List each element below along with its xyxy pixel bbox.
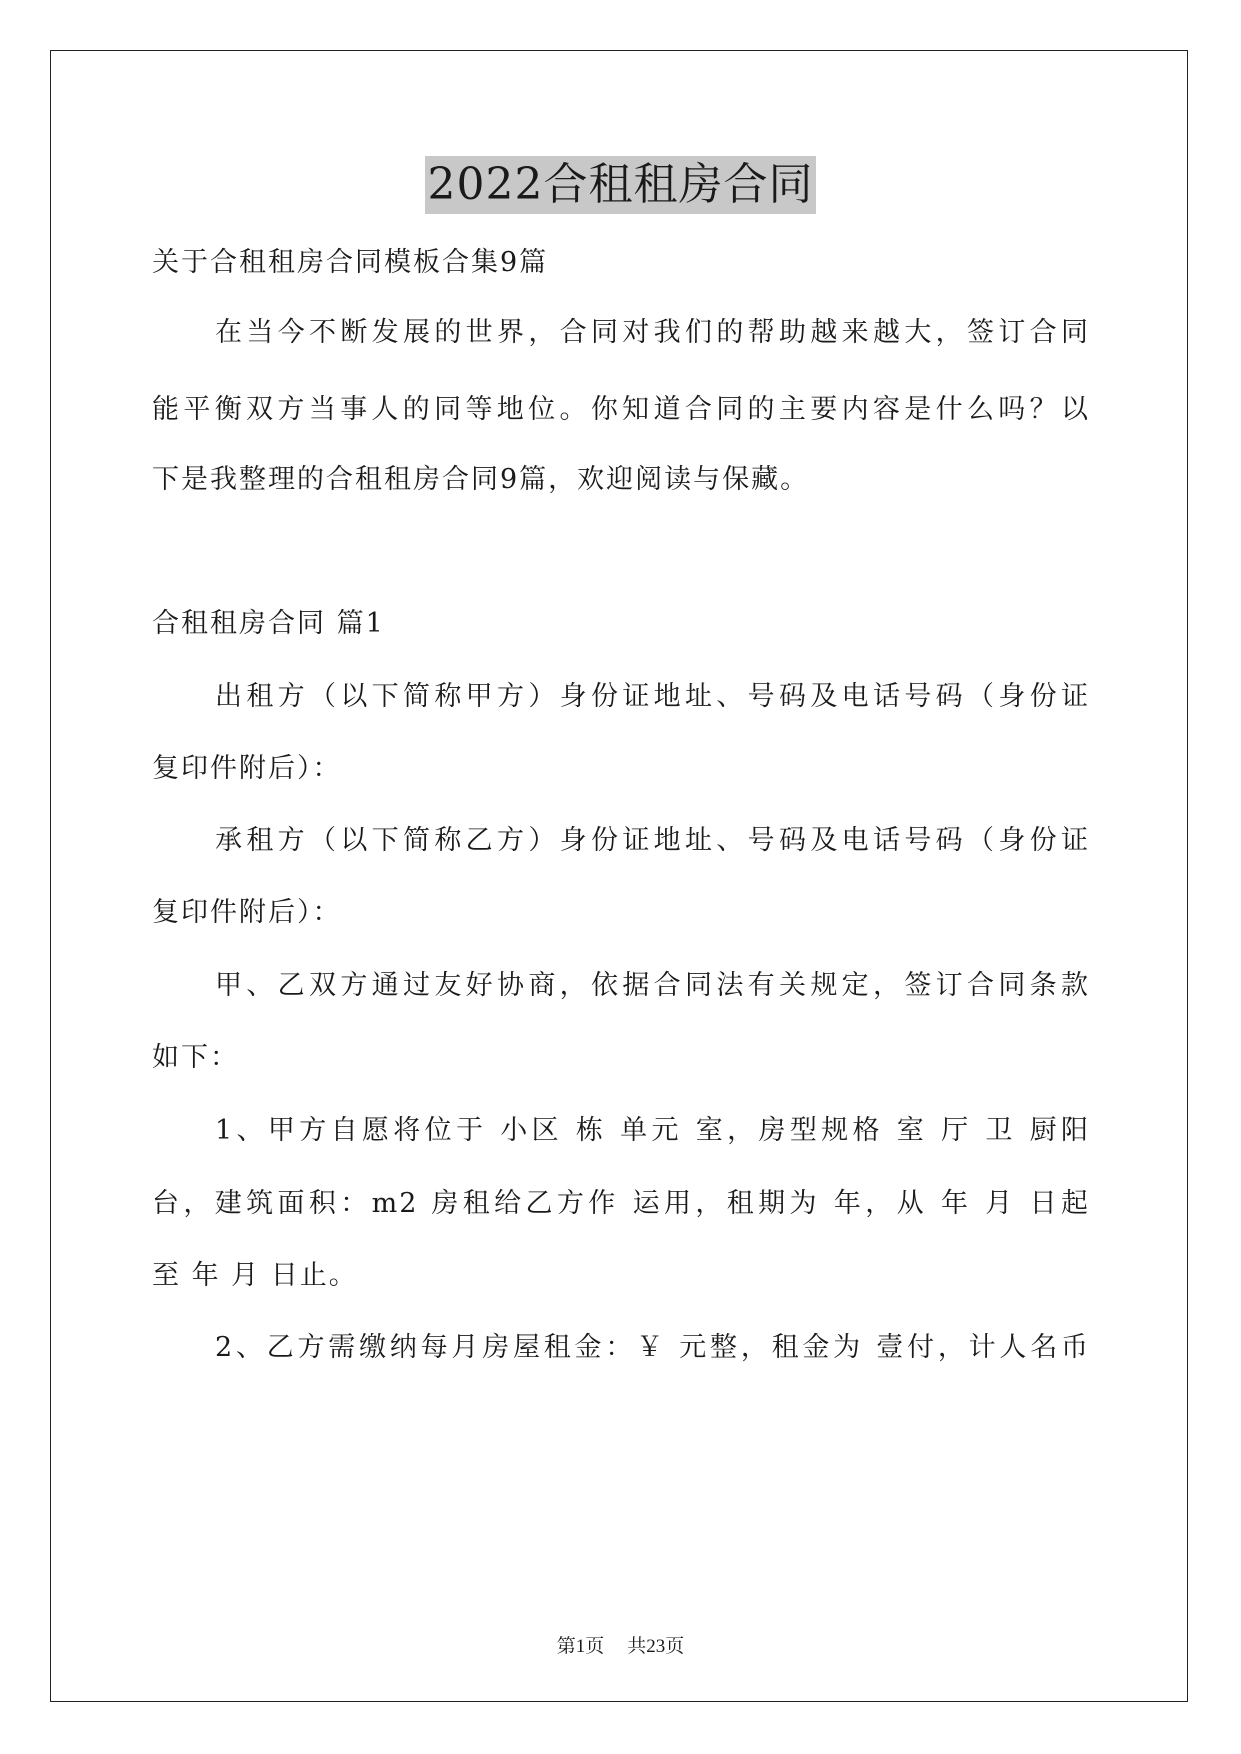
paragraph-line: 台，建筑面积：m2 房租给乙方作 运用，租期为 年，从 年 月 日起: [152, 1188, 1090, 1219]
subtitle-line: 关于合租租房合同模板合集9篇: [152, 247, 549, 278]
paragraph-line: 复印件附后）：: [152, 897, 342, 928]
paragraph-line: 能平衡双方当事人的同等地位。你知道合同的主要内容是什么吗？以: [152, 394, 1090, 425]
paragraph-line: 甲、乙双方通过友好协商，依据合同法有关规定，签订合同条款: [215, 970, 1090, 1001]
paragraph-line: 在当今不断发展的世界，合同对我们的帮助越来越大，签订合同: [215, 317, 1090, 348]
section-heading: 合租租房合同 篇1: [152, 608, 385, 639]
paragraph-line: 如下：: [152, 1042, 239, 1073]
paragraph-line: 1、甲方自愿将位于 小区 栋 单元 室，房型规格 室 厅 卫 厨阳: [215, 1115, 1090, 1146]
paragraph-line: 2、乙方需缴纳每月房屋租金：￥ 元整，租金为 壹付，计人名币: [215, 1332, 1090, 1363]
document-title: 2022合租租房合同: [425, 156, 817, 214]
page-number: 第1页: [556, 1636, 605, 1657]
paragraph-line: 出租方（以下简称甲方）身份证地址、号码及电话号码（身份证: [215, 681, 1090, 712]
paragraph-line: 下是我整理的合租租房合同9篇，欢迎阅读与保藏。: [152, 464, 810, 495]
paragraph-line: 至 年 月 日止。: [152, 1260, 358, 1291]
title-container: [0, 156, 1241, 214]
paragraph-line: 承租方（以下简称乙方）身份证地址、号码及电话号码（身份证: [215, 825, 1090, 856]
paragraph-line: 复印件附后）：: [152, 753, 342, 784]
page-footer: [0, 1635, 1241, 1659]
page-total: 共23页: [627, 1636, 685, 1657]
page-border: [50, 50, 1188, 1702]
